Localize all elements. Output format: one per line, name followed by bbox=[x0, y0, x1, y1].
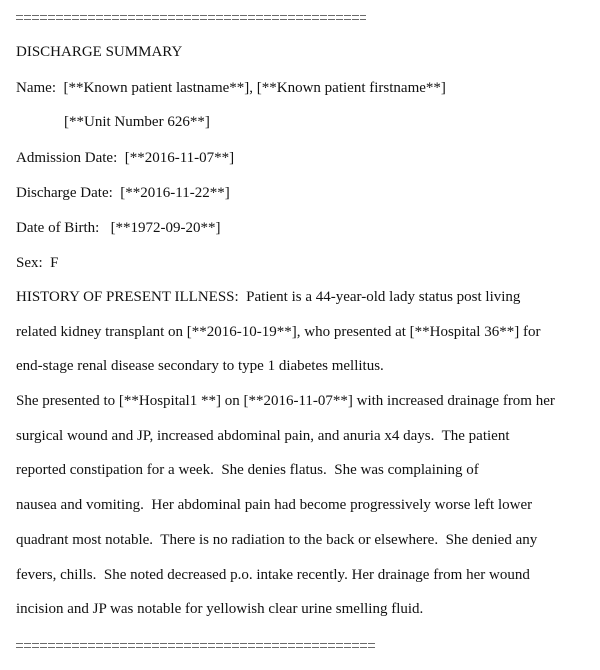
history-line: related kidney transplant on [**2016-10-19**], who presented at [**Hospital 36**] for bbox=[16, 324, 541, 340]
patient-name-line: Name: [**Known patient lastname**], [**Known patient firstname**] bbox=[16, 80, 446, 96]
history-line: surgical wound and JP, increased abdominal pain, and anuria x4 days. The patient bbox=[16, 428, 510, 444]
history-line: nausea and vomiting. Her abdominal pain had become progressively worse left lower bbox=[16, 497, 533, 513]
discharge-date-line: Discharge Date: [**2016-11-22**] bbox=[16, 185, 230, 201]
history-line: HISTORY OF PRESENT ILLNESS: Patient is a 44-year-old lady status post living bbox=[16, 289, 521, 305]
history-line: end-stage renal disease secondary to type 1 diabetes mellitus. bbox=[16, 358, 384, 374]
top-separator bbox=[16, 15, 366, 20]
unit-number-line: [**Unit Number 626**] bbox=[64, 114, 210, 130]
history-line: fevers, chills. She noted decreased p.o. intake recently. Her drainage from her wound bbox=[16, 567, 530, 583]
history-line: incision and JP was notable for yellowish clear urine smelling fluid. bbox=[16, 601, 424, 617]
document-title: DISCHARGE SUMMARY bbox=[16, 44, 183, 60]
date-of-birth-line: Date of Birth: [**1972-09-20**] bbox=[16, 220, 221, 236]
bottom-separator bbox=[16, 643, 375, 648]
admission-date-line: Admission Date: [**2016-11-07**] bbox=[16, 150, 235, 166]
history-line: reported constipation for a week. She denies flatus. She was complaining of bbox=[16, 462, 479, 478]
history-line: She presented to [**Hospital1 **] on [**2016-11-07**] with increased drainage from her bbox=[16, 393, 555, 409]
history-line: quadrant most notable. There is no radiation to the back or elsewhere. She denied any bbox=[16, 532, 538, 548]
sex-line: Sex: F bbox=[16, 255, 59, 271]
